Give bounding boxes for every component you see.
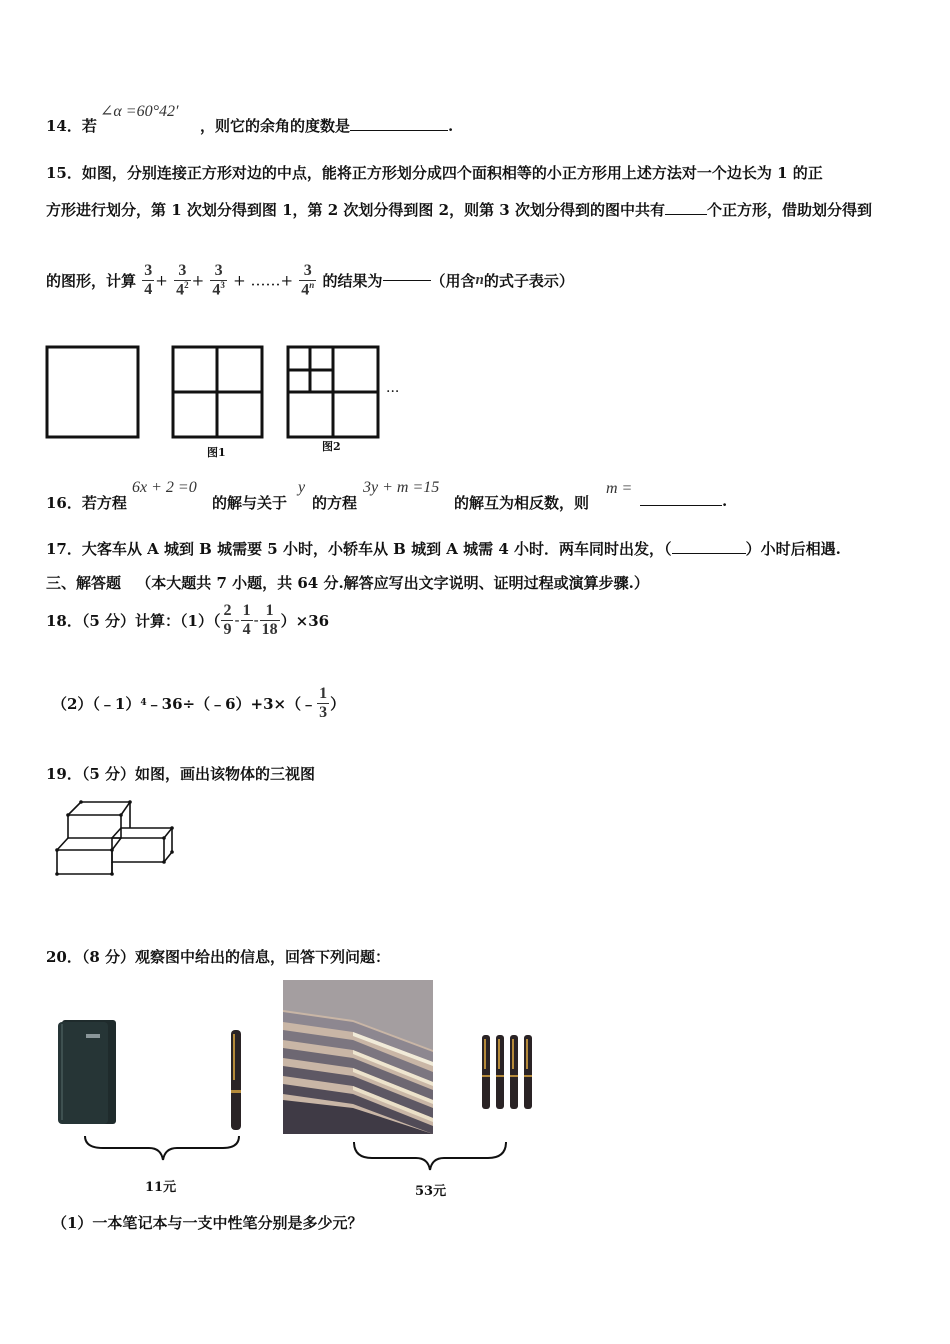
q19-3d-object: [52, 798, 182, 878]
q15-figures: [44, 340, 424, 465]
q16-text-2: 的解与关于: [212, 494, 288, 512]
question-20: 20．（8 分）观察图中给出的信息，回答下列问题：: [46, 948, 391, 966]
q15-fraction-n: $\frac{3}{4^n}$: [301, 262, 315, 298]
q16-period: .: [722, 492, 728, 510]
figure-ellipsis: ···: [386, 384, 400, 400]
q14-answer-blank[interactable]: [350, 129, 448, 131]
q14-period: .: [448, 117, 454, 135]
q15-line3-hint: （用含: [430, 271, 476, 290]
question-17: [46, 538, 841, 559]
q14-prefix: 14．若: [46, 117, 97, 135]
q16-equation-2: 3y + m =15: [363, 479, 440, 496]
q17-text-end: ）小时后相遇.: [745, 540, 841, 558]
q16-text-4: 的解互为相反数，则: [454, 494, 590, 512]
q15-line3: [46, 262, 574, 299]
q14-angle-formula: ∠α =60°42′: [100, 103, 179, 120]
section-3-title: 三、解答题: [46, 574, 122, 592]
q18-part2-mid: ﹣36÷（﹣6）+3×（﹣: [146, 694, 317, 713]
q17-answer-blank[interactable]: [672, 552, 746, 554]
brace-1: [83, 1134, 243, 1162]
q18-fraction-4: $\frac{1}{3}$: [319, 684, 328, 721]
q15-line3-text: 的图形，计算: [46, 271, 137, 290]
q14-suffix: ，则它的余角的度数是: [200, 117, 351, 135]
q15-answer-blank-1[interactable]: [665, 213, 707, 215]
q16-m-equals: m =: [606, 480, 633, 497]
pen-image: [228, 1028, 244, 1132]
figure-2-label: 图2: [322, 440, 341, 453]
q15-fraction-3: $\frac{3}{4^3}$: [212, 262, 225, 298]
figure-0-square: [47, 347, 138, 437]
q15-line2-text: 方形进行划分，第 1 次划分得到图 1，第 2 次划分得到图 2，则第 3 次划分得到的图中共有: [46, 201, 665, 219]
question-19: 19．（5 分）如图，画出该物体的三视图: [46, 765, 316, 783]
q16-answer-blank[interactable]: [640, 504, 722, 506]
figure-1-label: 图1: [207, 446, 226, 459]
q18-fraction-3: $\frac{1}{18}$: [261, 601, 278, 638]
section-3-note: （本大题共 7 小题，共 64 分.解答应写出文字说明、证明过程或演算步骤.）: [136, 574, 649, 592]
q15-fraction-1: $\frac{3}{4}$: [144, 262, 153, 298]
q15-line1: 15．如图，分别连接正方形对边的中点，能将正方形划分成四个面积相等的小正方形用上述方法对一个边长为 1 的正: [46, 164, 823, 182]
q18-part2-end: ）: [330, 694, 346, 713]
plus-sign: +: [191, 271, 205, 290]
minus-sign: -: [253, 611, 259, 629]
q15-answer-blank-2[interactable]: [383, 279, 431, 281]
four-pens-image: [480, 1033, 536, 1111]
q14-text: [200, 115, 453, 136]
q15-n-variable: n: [475, 271, 484, 288]
q18-times-36: ）×36: [280, 611, 330, 630]
plus-sign: +: [155, 271, 168, 290]
q15-dots: + ……+: [233, 271, 294, 290]
q15-line3-hint-end: 的式子表示）: [483, 271, 574, 290]
q15-line2: [46, 199, 872, 220]
q16-blank-line: [640, 492, 727, 510]
q18-fraction-1: $\frac{2}{9}$: [223, 601, 232, 638]
question-14: [46, 115, 97, 136]
q16-label: 16．若方程: [46, 494, 127, 512]
q15-line2-text-end: 个正方形，借助划分得到: [706, 201, 872, 219]
q17-text: 17．大客车从 A 城到 B 城需要 5 小时，小轿车从 B 城到 A 城需 4 小时．两车同时出发，（: [46, 540, 672, 558]
q20-subquestion-1: （1）一本笔记本与一支中性笔分别是多少元？: [52, 1214, 363, 1232]
minus-sign: -: [234, 611, 240, 629]
question-18-part1: [46, 597, 329, 643]
q15-fraction-2: $\frac{3}{4^2}$: [176, 262, 189, 298]
q18-fraction-2: $\frac{1}{4}$: [242, 601, 251, 638]
q18-label: 18．（5 分）计算：（1）（: [46, 611, 221, 630]
q15-line3-result: 的结果为: [322, 271, 383, 290]
price-label-1: 11元: [145, 1180, 177, 1195]
notebook-stack-image: [283, 980, 433, 1134]
notebook-image: [56, 1018, 120, 1128]
q16-var-y: y: [298, 479, 306, 496]
q18-part2-start: （2）（﹣1）: [52, 694, 141, 713]
question-18-part2: [52, 680, 345, 726]
brace-2: [352, 1140, 508, 1172]
price-label-2: 53元: [415, 1184, 447, 1199]
q16-equation-1: 6x + 2 =0: [132, 479, 197, 496]
q18-exponent: 4: [140, 698, 147, 708]
q16-text-3: 的方程: [312, 494, 358, 512]
section-3-heading: [46, 572, 649, 593]
